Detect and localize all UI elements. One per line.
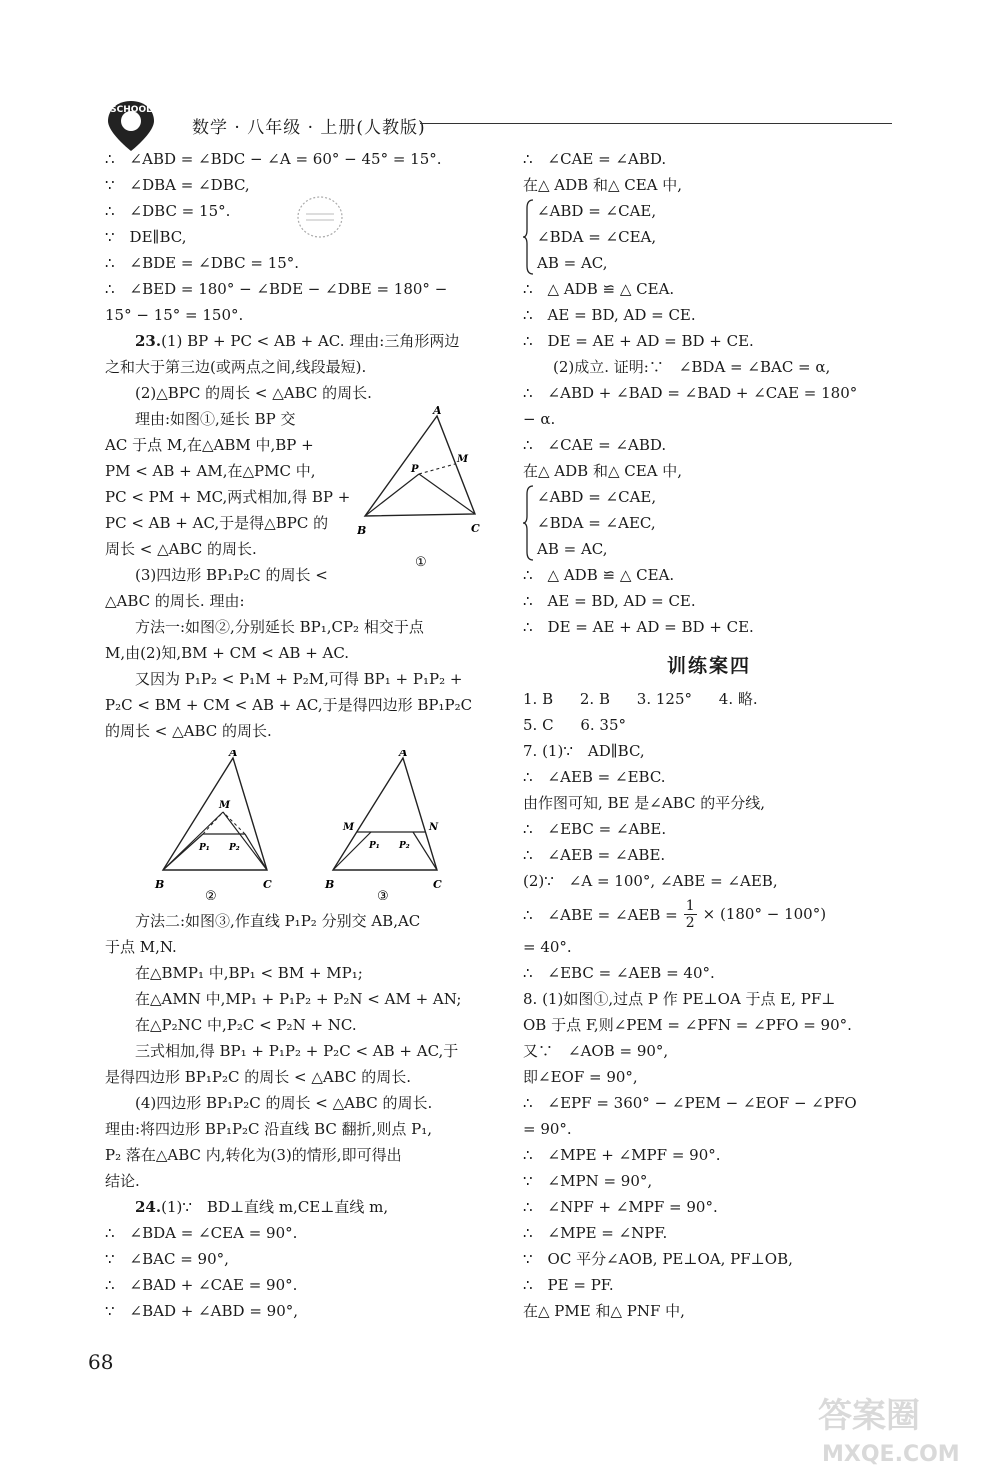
text-span: × (180° − 100°): [702, 905, 827, 923]
congruence-conditions-1: [523, 198, 895, 276]
point-label: M: [457, 454, 469, 465]
text-line: 三式相加,得 BP₁ + P₁P₂ + P₂C < AB + AC,于: [135, 1042, 459, 1060]
figure-caption: ③: [377, 889, 389, 900]
text-line: − α.: [523, 410, 556, 428]
text-line: (3)四边形 BP₁P₂C 的周长 <: [135, 566, 328, 584]
header-divider: [420, 123, 892, 124]
text-line: ∴ ∠MPE + ∠MPF = 90°.: [523, 1146, 721, 1164]
text-line: ∵ ∠BAC = 90°,: [105, 1250, 229, 1268]
text-line: ∴ ∠BDE = ∠DBC = 15°.: [105, 254, 300, 272]
text-line: ∠ABD = ∠CAE,: [537, 488, 657, 506]
point-label: M: [219, 800, 231, 811]
fraction-denominator: 2: [685, 914, 695, 931]
text-line: 在△BMP₁ 中,BP₁ < BM + MP₁;: [135, 964, 363, 982]
text-span: ∴ ∠ABE = ∠AEB =: [523, 905, 678, 924]
text-line: 又∵ ∠AOB = 90°,: [523, 1042, 669, 1060]
question-24-part1: [105, 1194, 485, 1220]
figure-caption: ②: [205, 889, 217, 900]
left-column: [105, 146, 485, 1324]
text-line: ∴ ∠CAE = ∠ABD.: [523, 436, 667, 454]
text-line: 的周长 < △ABC 的周长.: [105, 722, 272, 740]
text-line: ∵ DE∥BC,: [105, 228, 187, 246]
point-label: P: [411, 464, 419, 475]
vertex-label: B: [325, 878, 335, 891]
school-logo-icon: [100, 95, 162, 153]
text-line: 在△AMN 中,MP₁ + P₁P₂ + P₂N < AM + AN;: [135, 990, 462, 1008]
answer-item: 3. 125°: [636, 690, 692, 708]
text-line: = 40°.: [523, 938, 572, 956]
vertex-label: A: [399, 750, 408, 759]
text-span: (1)∵ BD⊥直线 m,CE⊥直线 m,: [161, 1198, 389, 1216]
text-line: 在△ ADB 和△ CEA 中,: [523, 176, 683, 194]
text-line: ∴ ∠EBC = ∠ABE.: [523, 820, 667, 838]
text-line: 之和大于第三边(或两点之间,线段最短).: [105, 358, 367, 376]
text-line: ∵ ∠MPN = 90°,: [523, 1172, 653, 1190]
text-line: △ABC 的周长. 理由:: [105, 592, 245, 610]
text-line: ∴ ∠AEB = ∠EBC.: [523, 768, 666, 786]
text-line: M,由(2)知,BM + CM < AB + AC.: [105, 644, 350, 662]
text-line: ∴ ∠BAD + ∠CAE = 90°.: [105, 1276, 298, 1294]
section-title: 训练案四: [666, 655, 751, 677]
page-header-title: 数学 · 八年级 · 上册(人教版): [192, 118, 426, 138]
text-line: 周长 < △ABC 的周长.: [105, 540, 257, 558]
text-line: ∴ DE = AE + AD = BD + CE.: [523, 332, 754, 350]
figure-1-block: [105, 406, 485, 614]
text-line: ∴ ∠DBC = 15°.: [105, 202, 231, 220]
text-line: (2)成立. 证明:∵ ∠BDA = ∠BAC = α,: [553, 358, 831, 376]
page-number: 68: [88, 1350, 114, 1374]
vertex-label: A: [433, 406, 442, 417]
text-line: PC < PM + MC,两式相加,得 BP +: [105, 488, 351, 506]
answers-row: [523, 712, 895, 738]
text-line: = 90°.: [523, 1120, 572, 1138]
text-line: ∵ ∠BAD + ∠ABD = 90°,: [105, 1302, 299, 1320]
text-line: (4)四边形 BP₁P₂C 的周长 < △ABC 的周长.: [135, 1094, 433, 1112]
text-line: ∴ ∠AEB = ∠ABE.: [523, 846, 666, 864]
text-line: 于点 M,N.: [105, 938, 177, 956]
text-line: 由作图可知, BE 是∠ABC 的平分线,: [523, 794, 765, 812]
text-line: P₂ 落在△ABC 内,转化为(3)的情形,即可得出: [105, 1146, 402, 1164]
fraction: [684, 898, 697, 931]
text-line: PM < AB + AM,在△PMC 中,: [105, 462, 316, 480]
point-label: P₁: [369, 841, 380, 851]
text-line: ∠BDA = ∠AEC,: [537, 514, 656, 532]
text-line: 7. (1)∵ AD∥BC,: [523, 742, 645, 760]
watermark-url: MXQE.COM: [822, 1442, 960, 1467]
text-line: ∴ PE = PF.: [523, 1276, 614, 1294]
text-line: ∴ ∠EBC = ∠AEB = 40°.: [523, 964, 715, 982]
vertex-label: C: [471, 522, 480, 535]
text-line: 15° − 15° = 150°.: [105, 306, 244, 324]
text-line: 是得四边形 BP₁P₂C 的周长 < △ABC 的周长.: [105, 1068, 412, 1086]
text-line: 方法二:如图③,作直线 P₁P₂ 分别交 AB,AC: [135, 912, 421, 930]
text-line: ∴ ∠MPE = ∠NPF.: [523, 1224, 668, 1242]
right-column: [523, 146, 895, 1324]
answer-item: 6. 35°: [580, 716, 627, 734]
text-line: AC 于点 M,在△ABM 中,BP +: [105, 436, 314, 454]
question-23-part1: [105, 328, 485, 354]
text-line: 8. (1)如图①,过点 P 作 PE⊥OA 于点 E, PF⊥: [523, 990, 836, 1008]
answer-item: 1. B: [523, 690, 554, 708]
vertex-label: C: [263, 878, 272, 891]
text-line: ∴ ∠ABD = ∠BDC − ∠A = 60° − 45° = 15°.: [105, 150, 442, 168]
vertex-label: C: [433, 878, 442, 891]
text-line: ∵ ∠DBA = ∠DBC,: [105, 176, 250, 194]
text-line: ∴ ∠NPF + ∠MPF = 90°.: [523, 1198, 718, 1216]
question-number: 24.: [135, 1198, 162, 1216]
text-line: (2)△BPC 的周长 < △ABC 的周长.: [135, 384, 372, 402]
text-line: (2)∵ ∠A = 100°, ∠ABE = ∠AEB,: [523, 872, 778, 890]
text-line: PC < AB + AC,于是得△BPC 的: [105, 514, 329, 532]
text-line: ∴ ∠EPF = 360° − ∠PEM − ∠EOF − ∠PFO: [523, 1094, 857, 1112]
point-label: P₂: [229, 843, 240, 853]
vertex-label: B: [155, 878, 165, 891]
answer-item: 4. 略.: [718, 690, 758, 708]
text-line: ∴ ∠CAE = ∠ABD.: [523, 150, 667, 168]
text-line: ∠ABD = ∠CAE,: [537, 202, 657, 220]
point-label: P₁: [199, 843, 210, 853]
watermark-text: 答案圈: [818, 1396, 920, 1436]
text-line: ∴ △ ADB ≌ △ CEA.: [523, 566, 675, 584]
answer-item: 5. C: [523, 716, 554, 734]
fraction-numerator: 1: [685, 897, 695, 914]
text-line: ∴ ∠ABD + ∠BAD = ∠BAD + ∠CAE = 180°: [523, 384, 858, 402]
text-line: ∴ ∠BDA = ∠CEA = 90°.: [105, 1224, 298, 1242]
text-line: ∴ AE = BD, AD = CE.: [523, 592, 696, 610]
text-line: ∴ AE = BD, AD = CE.: [523, 306, 696, 324]
watermark-logo: [812, 1385, 992, 1469]
vertex-label: B: [357, 524, 367, 537]
point-label: N: [429, 822, 439, 833]
text-line: ∴ ∠BED = 180° − ∠BDE − ∠DBE = 180° −: [105, 280, 448, 298]
text-line: 理由:将四边形 BP₁P₂C 沿直线 BC 翻折,则点 P₁,: [105, 1120, 433, 1138]
brace-icon: [523, 198, 535, 276]
text-line: 在△ PME 和△ PNF 中,: [523, 1302, 685, 1320]
text-line: 即∠EOF = 90°,: [523, 1068, 638, 1086]
text-line: ∠BDA = ∠CEA,: [537, 228, 657, 246]
text-span: (1) BP + PC < AB + AC. 理由:三角形两边: [161, 332, 460, 350]
text-line: ∵ OC 平分∠AOB, PE⊥OA, PF⊥OB,: [523, 1250, 793, 1268]
text-line: AB = AC,: [537, 540, 608, 558]
text-line: 在△P₂NC 中,P₂C < P₂N + NC.: [135, 1016, 357, 1034]
text-line: ∴ DE = AE + AD = BD + CE.: [523, 618, 754, 636]
text-line: OB 于点 F,则∠PEM = ∠PFN = ∠PFO = 90°.: [523, 1016, 852, 1034]
text-line: 方法一:如图②,分别延长 BP₁,CP₂ 相交于点: [135, 618, 424, 636]
point-label: P₂: [399, 841, 410, 851]
figures-2-3: [105, 750, 485, 900]
figure-caption: ①: [415, 555, 427, 570]
vertex-label: A: [229, 750, 238, 759]
figure-1-triangle: [357, 406, 492, 581]
text-line: 在△ ADB 和△ CEA 中,: [523, 462, 683, 480]
brace-icon: [523, 484, 535, 562]
text-line: AB = AC,: [537, 254, 608, 272]
answers-row: [523, 686, 895, 712]
congruence-conditions-2: [523, 484, 895, 562]
point-label: M: [343, 822, 355, 833]
text-line: 理由:如图①,延长 BP 交: [135, 410, 296, 428]
question-number: 23.: [135, 332, 162, 350]
text-line: P₂C < BM + CM < AB + AC,于是得四边形 BP₁P₂C: [105, 696, 473, 714]
text-line: 结论.: [105, 1172, 140, 1190]
fraction-equation: [523, 894, 895, 934]
text-line: 又因为 P₁P₂ < P₁M + P₂M,可得 BP₁ + P₁P₂ +: [135, 670, 463, 688]
logo-text: SCHOOL: [110, 105, 152, 115]
text-line: ∴ △ ADB ≌ △ CEA.: [523, 280, 675, 298]
answer-item: 2. B: [579, 690, 610, 708]
